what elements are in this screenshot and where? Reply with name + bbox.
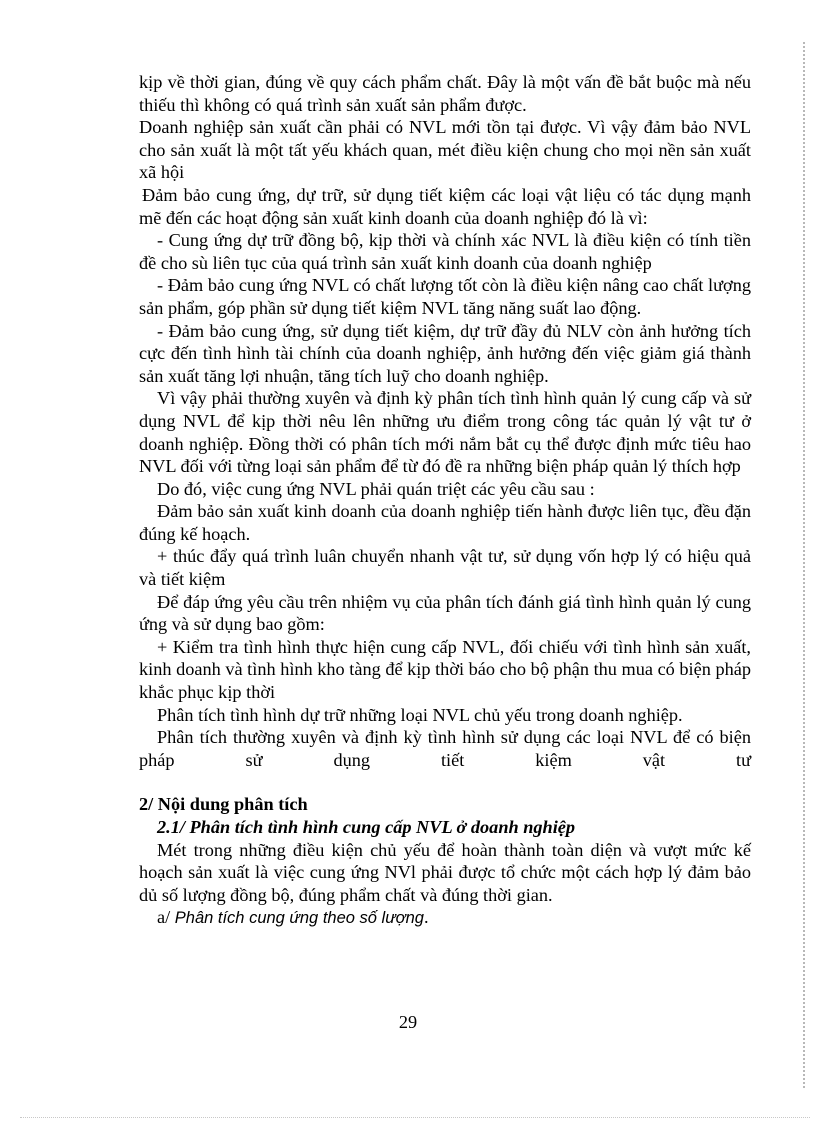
paragraph-requirements-intro: Do đó, việc cung ứng NVL phải quán triệt các yêu cầu sau : bbox=[157, 478, 595, 499]
paragraph-continuous-production: Đảm bảo sản xuất kinh doanh của doanh nghiệp tiến hành được liên tục, đều đặn đúng kế hoạch. bbox=[139, 501, 751, 544]
sub-item-quantity-analysis bbox=[139, 906, 751, 930]
page-frame-bottom bbox=[20, 1117, 810, 1118]
paragraph-periodic-analysis: Vì vậy phải thường xuyên và định kỳ phân tích tình hình quản lý cung cấp và sử dụng NVL để kịp thời nêu lên những ưu điểm trong công tác quản lý vật tư ở doanh nghiệp. Đồng thời có phân tích mới nắm bắt cụ thể được định mức tiêu hao NVL đối với từng loại sản phẩm để từ đó đề ra những biện pháp quản lý thích hợp bbox=[139, 388, 751, 477]
bullet-circulation: + thúc đẩy quá trình luân chuyển nhanh vật tư, sử dụng vốn hợp lý có hiệu quả và tiết kiệm bbox=[139, 546, 751, 590]
paragraph-supply-conditions: Mét trong những điều kiện chủ yếu để hoàn thành toàn diện và vượt mức kế hoạch sản xuất là việc cung ứng NVl phải được tổ chức một cách hợp lý đảm bảo dủ số lượng đồng bộ, đúng phẩm chất và đúng thời gian. bbox=[139, 839, 751, 905]
paragraph-reserve-analysis: Phân tích tình hình dự trữ những loại NVL chủ yếu trong doanh nghiệp. bbox=[157, 704, 683, 725]
page-number: 29 bbox=[398, 1012, 418, 1032]
sub-item-text: Phân tích cung ứng theo số lượng bbox=[174, 909, 424, 928]
sub-item-prefix: a/ bbox=[157, 907, 175, 928]
bullet-check-supply: + Kiểm tra tình hình thực hiện cung cấp NVL, đối chiếu với tình hình sản xuất, kinh doanh và tình hình kho tàng để kịp thời báo cho bộ phận thu mua có biện pháp khắc phục kịp thời bbox=[139, 636, 751, 703]
section-heading: 2/ Nội dung phân tích bbox=[139, 794, 308, 815]
document-body bbox=[139, 71, 751, 930]
bullet-financial-effect: - Đảm bảo cung ứng, sử dụng tiết kiệm, dự trữ đầy đủ NLV còn ảnh hưởng tích cực đến tình hình tài chính của doanh nghiệp, ảnh hưởng đến việc giảm giá thành sản xuất tăng lợi nhuận, tăng tích luỹ cho doanh nghiệp. bbox=[139, 320, 751, 386]
bullet-sync-supply: - Cung ứng dự trữ đồng bộ, kịp thời và chính xác NVL là điều kiện có tính tiền đề cho sù liên tục của quá trình sản xuất kinh doanh của doanh nghiệp bbox=[139, 230, 751, 273]
paragraph-continuation: kịp về thời gian, đúng về quy cách phẩm chất. Đây là một vấn đề bắt buộc mà nếu thiếu thì không có quá trình sản xuất sản phẩm được. bbox=[139, 72, 751, 115]
paragraph-supply-effect: Đảm bảo cung ứng, dự trữ, sử dụng tiết kiệm các loại vật liệu có tác dụng mạnh mẽ đến các hoạt động sản xuất kinh doanh của doanh nghiệp đó là vì: bbox=[139, 184, 751, 228]
paragraph-analysis-tasks: Để đáp ứng yêu cầu trên nhiệm vụ của phân tích đánh giá tình hình quản lý cung ứng và sử dụng bao gồm: bbox=[139, 591, 751, 635]
subsection-heading: 2.1/ Phân tích tình hình cung cấp NVL ở doanh nghiệp bbox=[157, 817, 576, 837]
sub-item-suffix: . bbox=[423, 907, 429, 928]
section-gap bbox=[139, 771, 751, 793]
page-frame-right bbox=[803, 42, 805, 1088]
paragraph-enterprise-needs: Doanh nghiệp sản xuất cần phải có NVL mới tồn tại được. Vì vậy đảm bảo NVL cho sản xuất là một tất yếu khách quan, mét điều kiện chung cho mọi nền sản xuất xã hội bbox=[139, 117, 751, 183]
paragraph-usage-analysis: Phân tích thường xuyên và định kỳ tình hình sử dụng các loại NVL để có biện pháp sử dụng tiết kiệm vật tư bbox=[139, 727, 751, 770]
bullet-quality-supply: - Đảm bảo cung ứng NVL có chất lượng tốt còn là điều kiện nâng cao chất lượng sản phẩm, góp phần sử dụng tiết kiệm NVL tăng năng suất lao động. bbox=[139, 275, 751, 318]
